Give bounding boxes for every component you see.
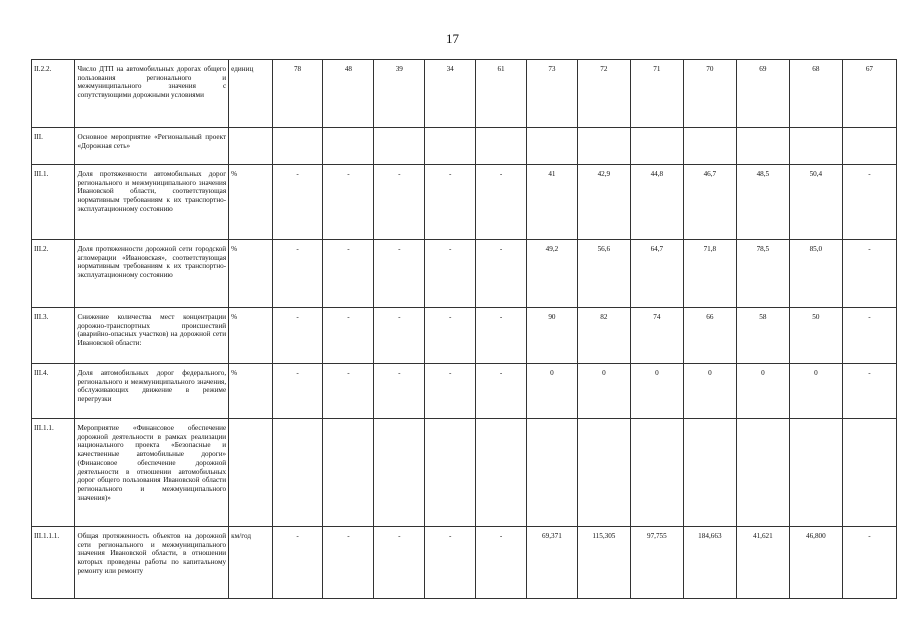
value-cell: - bbox=[272, 308, 323, 364]
value-cell: - bbox=[476, 240, 527, 308]
value-cell: 85,0 bbox=[789, 240, 842, 308]
value-cell: 72 bbox=[577, 60, 630, 128]
value-cell: - bbox=[476, 308, 527, 364]
value-cell bbox=[683, 419, 736, 527]
unit-cell: % bbox=[229, 308, 272, 364]
value-cell bbox=[323, 419, 374, 527]
value-cell: - bbox=[425, 165, 476, 240]
value-cell: 0 bbox=[683, 364, 736, 419]
value-cell bbox=[789, 419, 842, 527]
value-cell bbox=[425, 419, 476, 527]
value-cell bbox=[374, 419, 425, 527]
unit-cell: % bbox=[229, 165, 272, 240]
value-cell: 78 bbox=[272, 60, 323, 128]
unit-cell: % bbox=[229, 240, 272, 308]
indicator-name-cell: Мероприятие «Финансовое обеспечение дорожной деятельности в рамках реализации национального проекта «Безопасные и качественные автомобильные дороги» (Финансовое обеспечение дорожной деятельности в отношении автомобильных дорог общего пользования Ивановской области регионального и межмуниципального значения)» bbox=[75, 419, 229, 527]
value-cell: - bbox=[374, 165, 425, 240]
value-cell bbox=[476, 128, 527, 165]
value-cell: 41,621 bbox=[736, 527, 789, 599]
value-cell: 49,2 bbox=[526, 240, 577, 308]
value-cell: 0 bbox=[577, 364, 630, 419]
value-cell: - bbox=[842, 165, 896, 240]
value-cell: 71 bbox=[630, 60, 683, 128]
value-cell bbox=[577, 419, 630, 527]
value-cell: 78,5 bbox=[736, 240, 789, 308]
value-cell: 39 bbox=[374, 60, 425, 128]
value-cell: 41 bbox=[526, 165, 577, 240]
value-cell: - bbox=[476, 527, 527, 599]
value-cell bbox=[683, 128, 736, 165]
value-cell: 67 bbox=[842, 60, 896, 128]
value-cell bbox=[842, 419, 896, 527]
value-cell: - bbox=[425, 527, 476, 599]
indicator-name-cell: Доля протяженности дорожной сети городской агломерации «Ивановская», соответствующая нормативным требованиям к их транспортно-эксплуатационному состоянию bbox=[75, 240, 229, 308]
value-cell: - bbox=[374, 364, 425, 419]
table-row bbox=[32, 308, 897, 364]
value-cell bbox=[526, 128, 577, 165]
row-number-cell: III.2. bbox=[32, 240, 75, 308]
value-cell: 56,6 bbox=[577, 240, 630, 308]
value-cell bbox=[577, 128, 630, 165]
row-number-cell: III.4. bbox=[32, 364, 75, 419]
value-cell: 66 bbox=[683, 308, 736, 364]
value-cell: 42,9 bbox=[577, 165, 630, 240]
value-cell: - bbox=[272, 364, 323, 419]
indicator-name-cell: Общая протяженность объектов на дорожной сети регионального и межмуниципального значения Ивановской области, в отношении которых проведены работы по капитальному ремонту или ремонту bbox=[75, 527, 229, 599]
table-row bbox=[32, 165, 897, 240]
unit-cell bbox=[229, 419, 272, 527]
value-cell: 73 bbox=[526, 60, 577, 128]
value-cell: - bbox=[272, 240, 323, 308]
indicator-name-cell: Число ДТП на автомобильных дорогах общего пользования регионального и межмуниципального значения с сопутствующими дорожными условиями bbox=[75, 60, 229, 128]
row-number-cell: III.3. bbox=[32, 308, 75, 364]
unit-cell: % bbox=[229, 364, 272, 419]
indicators-table bbox=[31, 59, 897, 599]
value-cell: 97,755 bbox=[630, 527, 683, 599]
value-cell: - bbox=[476, 165, 527, 240]
table-row bbox=[32, 364, 897, 419]
value-cell bbox=[842, 128, 896, 165]
value-cell: - bbox=[842, 364, 896, 419]
value-cell: - bbox=[323, 364, 374, 419]
indicator-name-cell: Доля протяженности автомобильных дорог регионального и межмуниципального значения Ивановской области, соответствующая нормативным требованиям к их транспортно-эксплуатационному состоянию bbox=[75, 165, 229, 240]
value-cell: - bbox=[374, 308, 425, 364]
value-cell: 58 bbox=[736, 308, 789, 364]
value-cell: 48 bbox=[323, 60, 374, 128]
value-cell: - bbox=[272, 165, 323, 240]
value-cell bbox=[526, 419, 577, 527]
value-cell: - bbox=[323, 308, 374, 364]
value-cell: 74 bbox=[630, 308, 683, 364]
value-cell: - bbox=[374, 240, 425, 308]
value-cell: 90 bbox=[526, 308, 577, 364]
row-number-cell: III.1.1. bbox=[32, 419, 75, 527]
value-cell: 61 bbox=[476, 60, 527, 128]
value-cell: - bbox=[425, 240, 476, 308]
value-cell: 68 bbox=[789, 60, 842, 128]
value-cell: - bbox=[323, 165, 374, 240]
value-cell: 0 bbox=[526, 364, 577, 419]
value-cell: 69,371 bbox=[526, 527, 577, 599]
value-cell: 69 bbox=[736, 60, 789, 128]
value-cell: 71,8 bbox=[683, 240, 736, 308]
value-cell: 70 bbox=[683, 60, 736, 128]
value-cell: 115,305 bbox=[577, 527, 630, 599]
value-cell: - bbox=[842, 527, 896, 599]
value-cell bbox=[272, 128, 323, 165]
value-cell bbox=[323, 128, 374, 165]
value-cell: 64,7 bbox=[630, 240, 683, 308]
unit-cell: км/год bbox=[229, 527, 272, 599]
indicator-name-cell: Основное мероприятие «Региональный проект «Дорожная сеть» bbox=[75, 128, 229, 165]
value-cell: - bbox=[425, 364, 476, 419]
value-cell: 184,663 bbox=[683, 527, 736, 599]
unit-cell: единиц bbox=[229, 60, 272, 128]
value-cell: 46,7 bbox=[683, 165, 736, 240]
value-cell bbox=[425, 128, 476, 165]
value-cell: 46,800 bbox=[789, 527, 842, 599]
value-cell: 44,8 bbox=[630, 165, 683, 240]
table-row bbox=[32, 128, 897, 165]
value-cell bbox=[789, 128, 842, 165]
row-number-cell: III.1.1.1. bbox=[32, 527, 75, 599]
value-cell: 34 bbox=[425, 60, 476, 128]
value-cell: - bbox=[425, 308, 476, 364]
row-number-cell: III.1. bbox=[32, 165, 75, 240]
table-row bbox=[32, 240, 897, 308]
page-number: 17 bbox=[446, 31, 459, 46]
row-number-cell: II.2.2. bbox=[32, 60, 75, 128]
table-row bbox=[32, 419, 897, 527]
value-cell: - bbox=[272, 527, 323, 599]
value-cell: - bbox=[323, 240, 374, 308]
value-cell: - bbox=[842, 308, 896, 364]
table-row bbox=[32, 60, 897, 128]
value-cell bbox=[736, 128, 789, 165]
value-cell bbox=[630, 128, 683, 165]
row-number-cell: III. bbox=[32, 128, 75, 165]
value-cell bbox=[374, 128, 425, 165]
value-cell bbox=[630, 419, 683, 527]
value-cell: - bbox=[842, 240, 896, 308]
indicator-name-cell: Снижение количества мест концентрации дорожно-транспортных происшествий (аварийно-опасных участков) на дорожной сети Ивановской области: bbox=[75, 308, 229, 364]
value-cell bbox=[272, 419, 323, 527]
value-cell: 50 bbox=[789, 308, 842, 364]
table-row bbox=[32, 527, 897, 599]
value-cell: 0 bbox=[789, 364, 842, 419]
value-cell: 0 bbox=[630, 364, 683, 419]
value-cell: 0 bbox=[736, 364, 789, 419]
value-cell bbox=[476, 419, 527, 527]
value-cell: 82 bbox=[577, 308, 630, 364]
value-cell bbox=[736, 419, 789, 527]
value-cell: 50,4 bbox=[789, 165, 842, 240]
value-cell: - bbox=[323, 527, 374, 599]
unit-cell bbox=[229, 128, 272, 165]
indicator-name-cell: Доля автомобильных дорог федерального, регионального и межмуниципального значения, обслуживающих движение в режиме перегрузки bbox=[75, 364, 229, 419]
value-cell: - bbox=[374, 527, 425, 599]
value-cell: - bbox=[476, 364, 527, 419]
value-cell: 48,5 bbox=[736, 165, 789, 240]
